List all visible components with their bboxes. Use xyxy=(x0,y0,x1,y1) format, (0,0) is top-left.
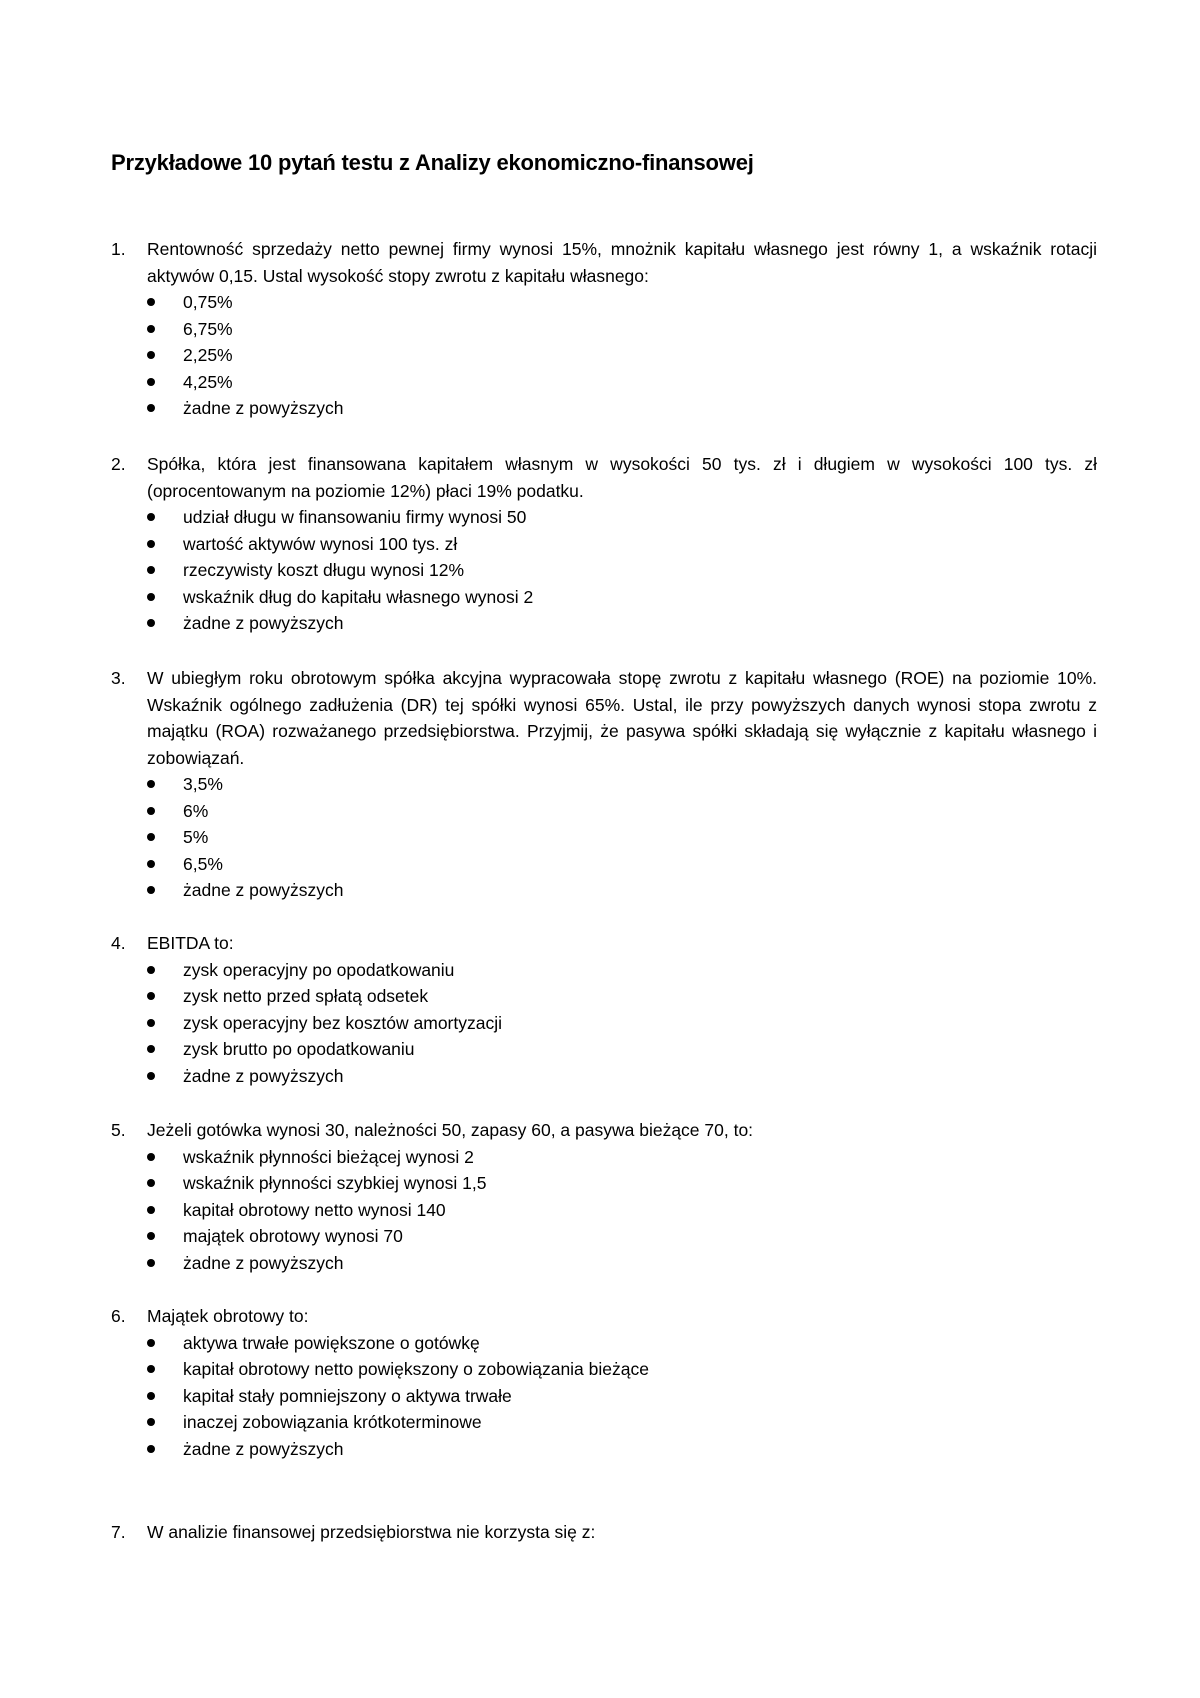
bullet-icon xyxy=(147,1445,155,1453)
answer-option: 5% xyxy=(111,824,1097,851)
question-4 xyxy=(111,930,1097,1089)
bullet-icon xyxy=(147,1259,155,1267)
answer-option: żadne z powyższych xyxy=(111,1436,1097,1463)
bullet-icon xyxy=(147,1179,155,1187)
bullet-icon xyxy=(147,1045,155,1053)
question-text: Jeżeli gotówka wynosi 30, należności 50, zapasy 60, a pasywa bieżące 70, to: xyxy=(147,1120,754,1140)
answer-option: żadne z powyższych xyxy=(111,1063,1097,1090)
question-text: Rentowność sprzedaży netto pewnej firmy wynosi 15%, mnożnik kapitału własnego jest równy 1, a wskaźnik rotacji aktywów 0,15. Ustal wysokość stopy zwrotu z kapitału własnego: xyxy=(147,239,1097,286)
question-text: W analizie finansowej przedsiębiorstwa nie korzysta się z: xyxy=(147,1522,596,1542)
question-number: 1. xyxy=(111,239,126,259)
bullet-icon xyxy=(147,566,155,574)
question-7 xyxy=(111,1519,1097,1546)
answer-option: 4,25% xyxy=(111,369,1097,396)
answer-option: zysk operacyjny po opodatkowaniu xyxy=(111,957,1097,984)
question-5 xyxy=(111,1117,1097,1276)
question-6-head xyxy=(111,1303,1097,1330)
question-number: 5. xyxy=(111,1120,126,1140)
bullet-icon xyxy=(147,540,155,548)
bullet-icon xyxy=(147,1072,155,1080)
answer-option: 6,5% xyxy=(111,851,1097,878)
answer-option: kapitał obrotowy netto powiększony o zobowiązania bieżące xyxy=(111,1356,1097,1383)
question-text: EBITDA to: xyxy=(147,933,234,953)
bullet-icon xyxy=(147,860,155,868)
answer-option: wskaźnik płynności bieżącej wynosi 2 xyxy=(111,1144,1097,1171)
answer-option: wskaźnik dług do kapitału własnego wynosi 2 xyxy=(111,584,1097,611)
question-2 xyxy=(111,451,1097,637)
question-6-options xyxy=(111,1330,1097,1463)
bullet-icon xyxy=(147,1418,155,1426)
question-3 xyxy=(111,665,1097,904)
question-text: Spółka, która jest finansowana kapitałem własnym w wysokości 50 tys. zł i długiem w wysokości 100 tys. zł (oprocentowanym na poziomie 12%) płaci 19% podatku. xyxy=(147,454,1097,501)
bullet-icon xyxy=(147,807,155,815)
question-text: Majątek obrotowy to: xyxy=(147,1306,309,1326)
answer-option: aktywa trwałe powiększone o gotówkę xyxy=(111,1330,1097,1357)
bullet-icon xyxy=(147,619,155,627)
bullet-icon xyxy=(147,1153,155,1161)
answer-option: kapitał stały pomniejszony o aktywa trwałe xyxy=(111,1383,1097,1410)
question-3-options xyxy=(111,771,1097,904)
bullet-icon xyxy=(147,886,155,894)
answer-option: żadne z powyższych xyxy=(111,610,1097,637)
question-1-head xyxy=(111,236,1097,289)
question-number: 3. xyxy=(111,668,126,688)
bullet-icon xyxy=(147,378,155,386)
bullet-icon xyxy=(147,966,155,974)
question-5-head xyxy=(111,1117,1097,1144)
answer-option: kapitał obrotowy netto wynosi 140 xyxy=(111,1197,1097,1224)
bullet-icon xyxy=(147,992,155,1000)
bullet-icon xyxy=(147,1365,155,1373)
bullet-icon xyxy=(147,325,155,333)
bullet-icon xyxy=(147,593,155,601)
bullet-icon xyxy=(147,513,155,521)
bullet-icon xyxy=(147,1392,155,1400)
question-1-options xyxy=(111,289,1097,422)
question-5-options xyxy=(111,1144,1097,1277)
document-title: Przykładowe 10 pytań testu z Analizy ekonomiczno-finansowej xyxy=(111,150,754,175)
question-text: W ubiegłym roku obrotowym spółka akcyjna wypracowała stopę zwrotu z kapitału własnego (ROE) na poziomie 10%. Wskaźnik ogólnego zadłużenia (DR) tej spółki wynosi 65%. Ustal, ile przy powyższych danych wynosi stopa zwrotu z majątku (ROA) rozważanego przedsiębiorstwa. Przyjmij, że pasywa spółki składają się wyłącznie z kapitału własnego i zobowiązań. xyxy=(147,668,1097,768)
question-2-head xyxy=(111,451,1097,504)
answer-option: majątek obrotowy wynosi 70 xyxy=(111,1223,1097,1250)
answer-option: rzeczywisty koszt długu wynosi 12% xyxy=(111,557,1097,584)
answer-option: zysk brutto po opodatkowaniu xyxy=(111,1036,1097,1063)
question-4-options xyxy=(111,957,1097,1090)
answer-option: 2,25% xyxy=(111,342,1097,369)
answer-option: zysk netto przed spłatą odsetek xyxy=(111,983,1097,1010)
question-7-head xyxy=(111,1519,1097,1546)
answer-option: 3,5% xyxy=(111,771,1097,798)
bullet-icon xyxy=(147,298,155,306)
answer-option: zysk operacyjny bez kosztów amortyzacji xyxy=(111,1010,1097,1037)
bullet-icon xyxy=(147,1232,155,1240)
question-number: 4. xyxy=(111,933,126,953)
bullet-icon xyxy=(147,1206,155,1214)
question-number: 2. xyxy=(111,454,126,474)
question-4-head xyxy=(111,930,1097,957)
bullet-icon xyxy=(147,1019,155,1027)
question-6 xyxy=(111,1303,1097,1462)
answer-option: udział długu w finansowaniu firmy wynosi 50 xyxy=(111,504,1097,531)
answer-option: wartość aktywów wynosi 100 tys. zł xyxy=(111,531,1097,558)
answer-option: wskaźnik płynności szybkiej wynosi 1,5 xyxy=(111,1170,1097,1197)
question-3-head xyxy=(111,665,1097,771)
bullet-icon xyxy=(147,1339,155,1347)
bullet-icon xyxy=(147,780,155,788)
question-number: 6. xyxy=(111,1306,126,1326)
bullet-icon xyxy=(147,404,155,412)
answer-option: 6% xyxy=(111,798,1097,825)
answer-option: żadne z powyższych xyxy=(111,395,1097,422)
bullet-icon xyxy=(147,351,155,359)
answer-option: 0,75% xyxy=(111,289,1097,316)
question-2-options xyxy=(111,504,1097,637)
answer-option: żadne z powyższych xyxy=(111,1250,1097,1277)
answer-option: inaczej zobowiązania krótkoterminowe xyxy=(111,1409,1097,1436)
answer-option: żadne z powyższych xyxy=(111,877,1097,904)
question-number: 7. xyxy=(111,1522,126,1542)
question-1 xyxy=(111,236,1097,422)
bullet-icon xyxy=(147,833,155,841)
answer-option: 6,75% xyxy=(111,316,1097,343)
